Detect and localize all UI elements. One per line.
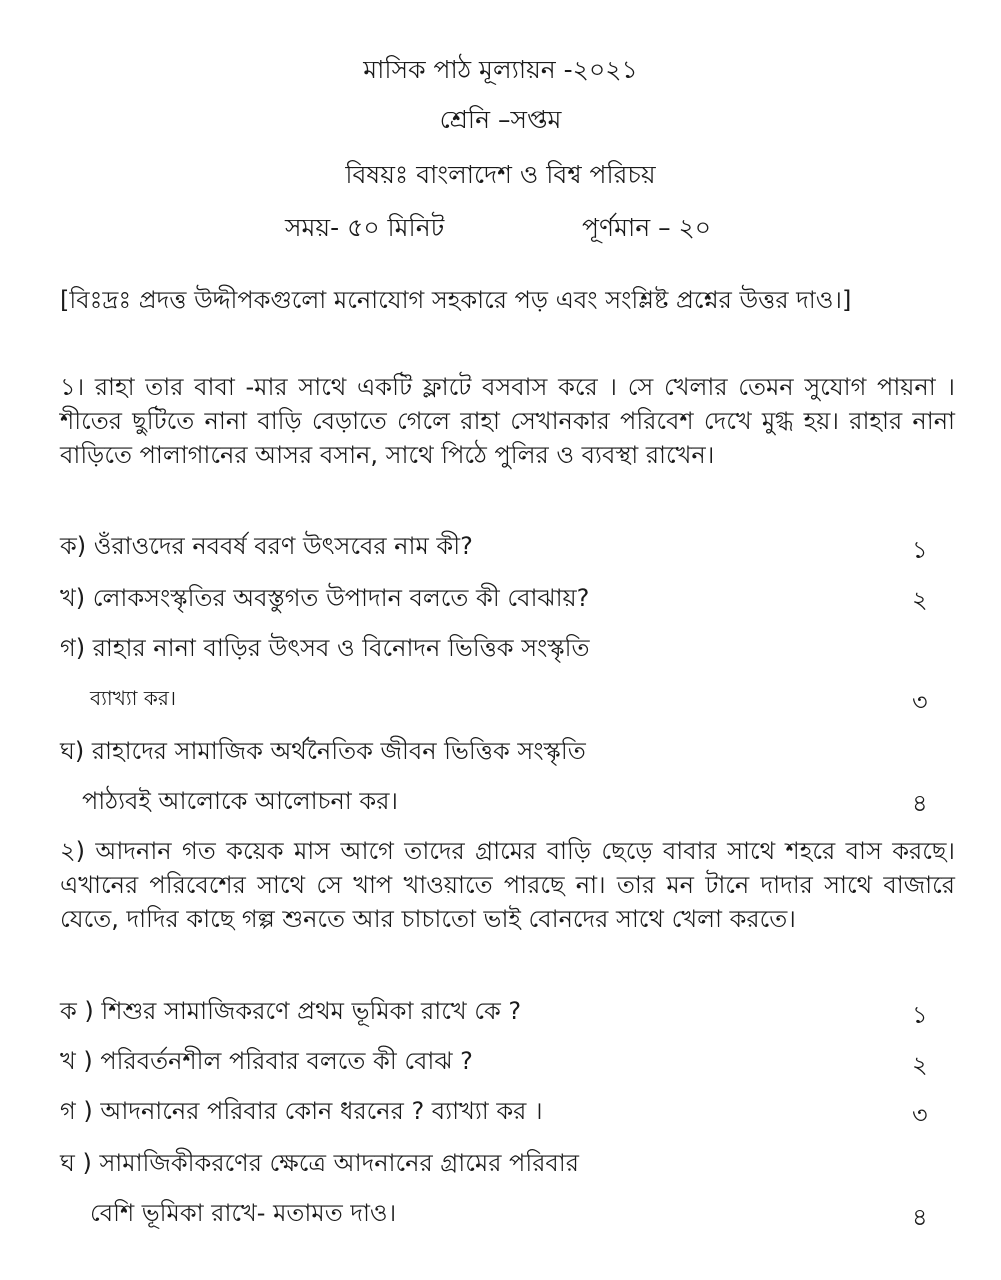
class-label: শ্রেনি –সপ্তম [439,105,562,134]
q2-ka-mark: ১ [912,1001,928,1029]
q2-kha: খ ) পরিবর্তনশীল পরিবার বলতে কী বোঝ ? [60,1047,473,1075]
time-label: সময়- ৫০ মিনিট [285,213,445,242]
exam-title: মাসিক পাঠ মূল্যায়ন -২০২১ [363,55,638,84]
q1-ga-line2: ব্যাখ্যা কর। [90,686,176,710]
q2-gha-mark: ৪ [912,1203,928,1231]
q1-gha-line2: পাঠ্যবই আলোকে আলোচনা কর। [82,787,398,815]
instruction-text: [বিঃদ্রঃ প্রদত্ত উদ্দীপকগুলো মনোযোগ সহকারে পড় এবং সংশ্লিষ্ট প্রশ্নের উত্তর দাও।] [60,286,852,314]
q2-ga: গ ) আদনানের পরিবার কোন ধরনের ? ব্যাখ্যা কর । [60,1097,543,1125]
full-marks-label: পূর্ণমান – ২০ [582,213,712,242]
q2-ga-mark: ৩ [912,1101,928,1129]
q1-ka-mark: ১ [912,536,928,564]
q2-kha-mark: ২ [912,1051,928,1079]
q1-kha-mark: ২ [912,586,928,614]
q1-gha-line1: ঘ) রাহাদের সামাজিক অর্থনৈতিক জীবন ভিত্তিক সংস্কৃতি [60,737,586,765]
q1-kha: খ) লোকসংস্কৃতির অবস্তুগত উপাদান বলতে কী বোঝায়? [60,584,590,612]
q1-ka: ক) ওঁরাওদের নববর্ষ বরণ উৎসবের নাম কী? [60,532,473,560]
q1-stem: ১। রাহা তার বাবা -মার সাথে একটি ফ্লাটে বসবাস করে । সে খেলার তেমন সুযোগ পায়না । শীতের ছুটিতে নানা বাড়ি বেড়াতে গেলে রাহা সেখানকার পরিবেশ দেখে মুগ্ধ হয়। রাহার নানা বাড়িতে পালাগানের আসর বসান, সাথে পিঠে পুলির ও ব্যবস্থা রাখেন। [60,373,955,469]
q2-stem: ২) আদনান গত কয়েক মাস আগে তাদের গ্রামের বাড়ি ছেড়ে বাবার সাথে শহরে বাস করছে। এখানের পরিবেশের সাথে সে খাপ খাওয়াতে পারছে না। তার মন টানে দাদার সাথে বাজারে যেতে, দাদির কাছে গল্প শুনতে আর চাচাতো ভাই বোনদের সাথে খেলা করতে। [60,837,955,933]
q2-gha-line1: ঘ ) সামাজিকীকরণের ক্ষেত্রে আদনানের গ্রামের পরিবার [60,1149,579,1177]
q2-ka: ক ) শিশুর সামাজিকরণে প্রথম ভূমিকা রাখে কে ? [60,997,522,1025]
q1-ga-line1: গ) রাহার নানা বাড়ির উৎসব ও বিনোদন ভিত্তিক সংস্কৃতি [60,634,590,662]
q1-ga-mark: ৩ [912,688,928,716]
q2-gha-line2: বেশি ভূমিকা রাখে- মতামত দাও। [90,1199,397,1227]
q1-gha-mark: ৪ [912,789,928,817]
subject-label: বিষয়ঃ বাংলাদেশ ও বিশ্ব পরিচয় [345,160,656,189]
